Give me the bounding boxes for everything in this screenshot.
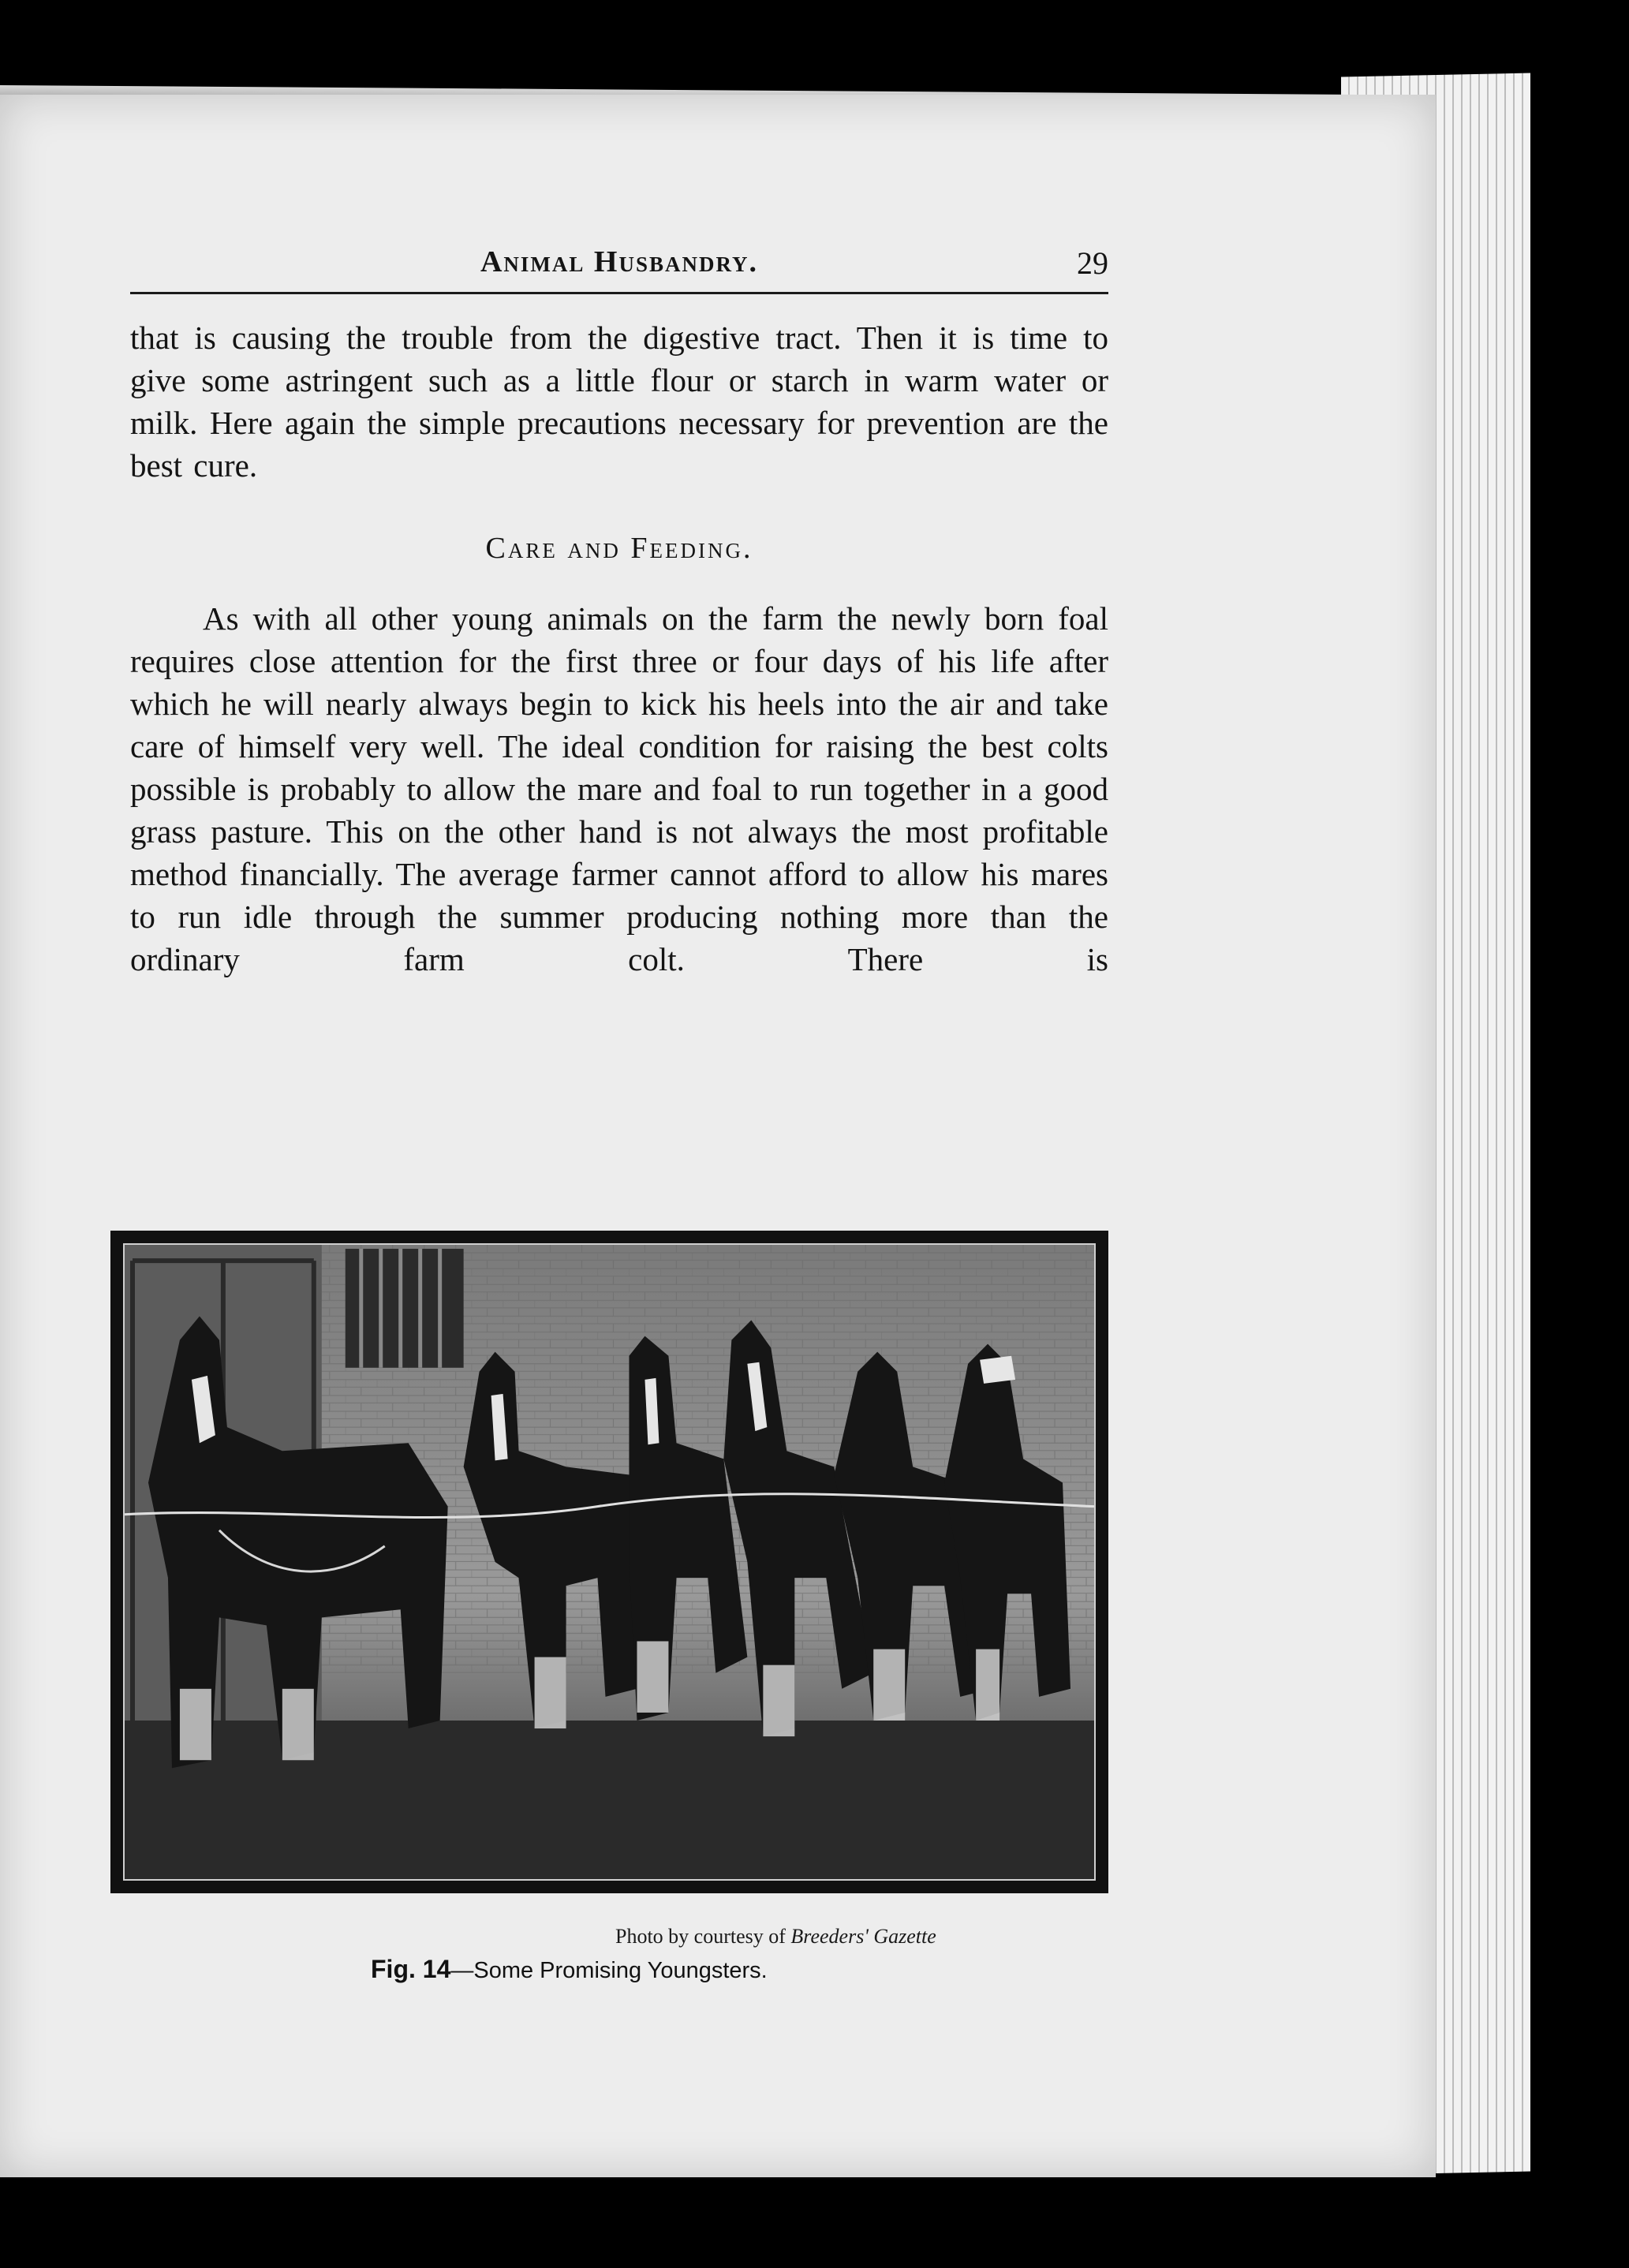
figure-caption xyxy=(371,1955,768,1984)
photo-credit-source: Breeders' Gazette xyxy=(790,1925,936,1948)
photo-credit xyxy=(615,1925,936,1949)
figure-photo xyxy=(110,1231,1108,1893)
running-head-title: Animal Husbandry. xyxy=(480,245,759,278)
page-content xyxy=(130,245,1108,981)
paragraph-1: that is causing the trouble from the digestive tract. Then it is time to give some astringent such as a little flour or starch in warm water or milk. Here again the simple precautions necessary for prevention are the best cure. xyxy=(130,319,1108,484)
running-head xyxy=(130,245,1108,294)
figure-label: Fig. 14 xyxy=(371,1955,451,1983)
page-number: 29 xyxy=(1077,245,1108,281)
photo-credit-prefix: Photo by courtesy of xyxy=(615,1925,786,1948)
section-heading: Care and Feeding. xyxy=(485,532,753,565)
horse-photo xyxy=(123,1243,1096,1881)
horses-illustration xyxy=(125,1245,1094,1879)
figure-caption-text: —Some Promising Youngsters. xyxy=(450,1958,768,1983)
paragraph-2: As with all other young animals on the farm the newly born foal requires close attention for the first three or four days of his life after which he will nearly always begin to kick his heels into the air and take care of himself very well. The ideal condition for raising the best colts possible is probably to allow the mare and foal to run together in a good grass pasture. This on the other hand is not always the most profitable method financially. The average farmer cannot afford to allow his mares to run idle through the summer producing nothing more than the ordinary farm colt. There is xyxy=(130,600,1108,977)
